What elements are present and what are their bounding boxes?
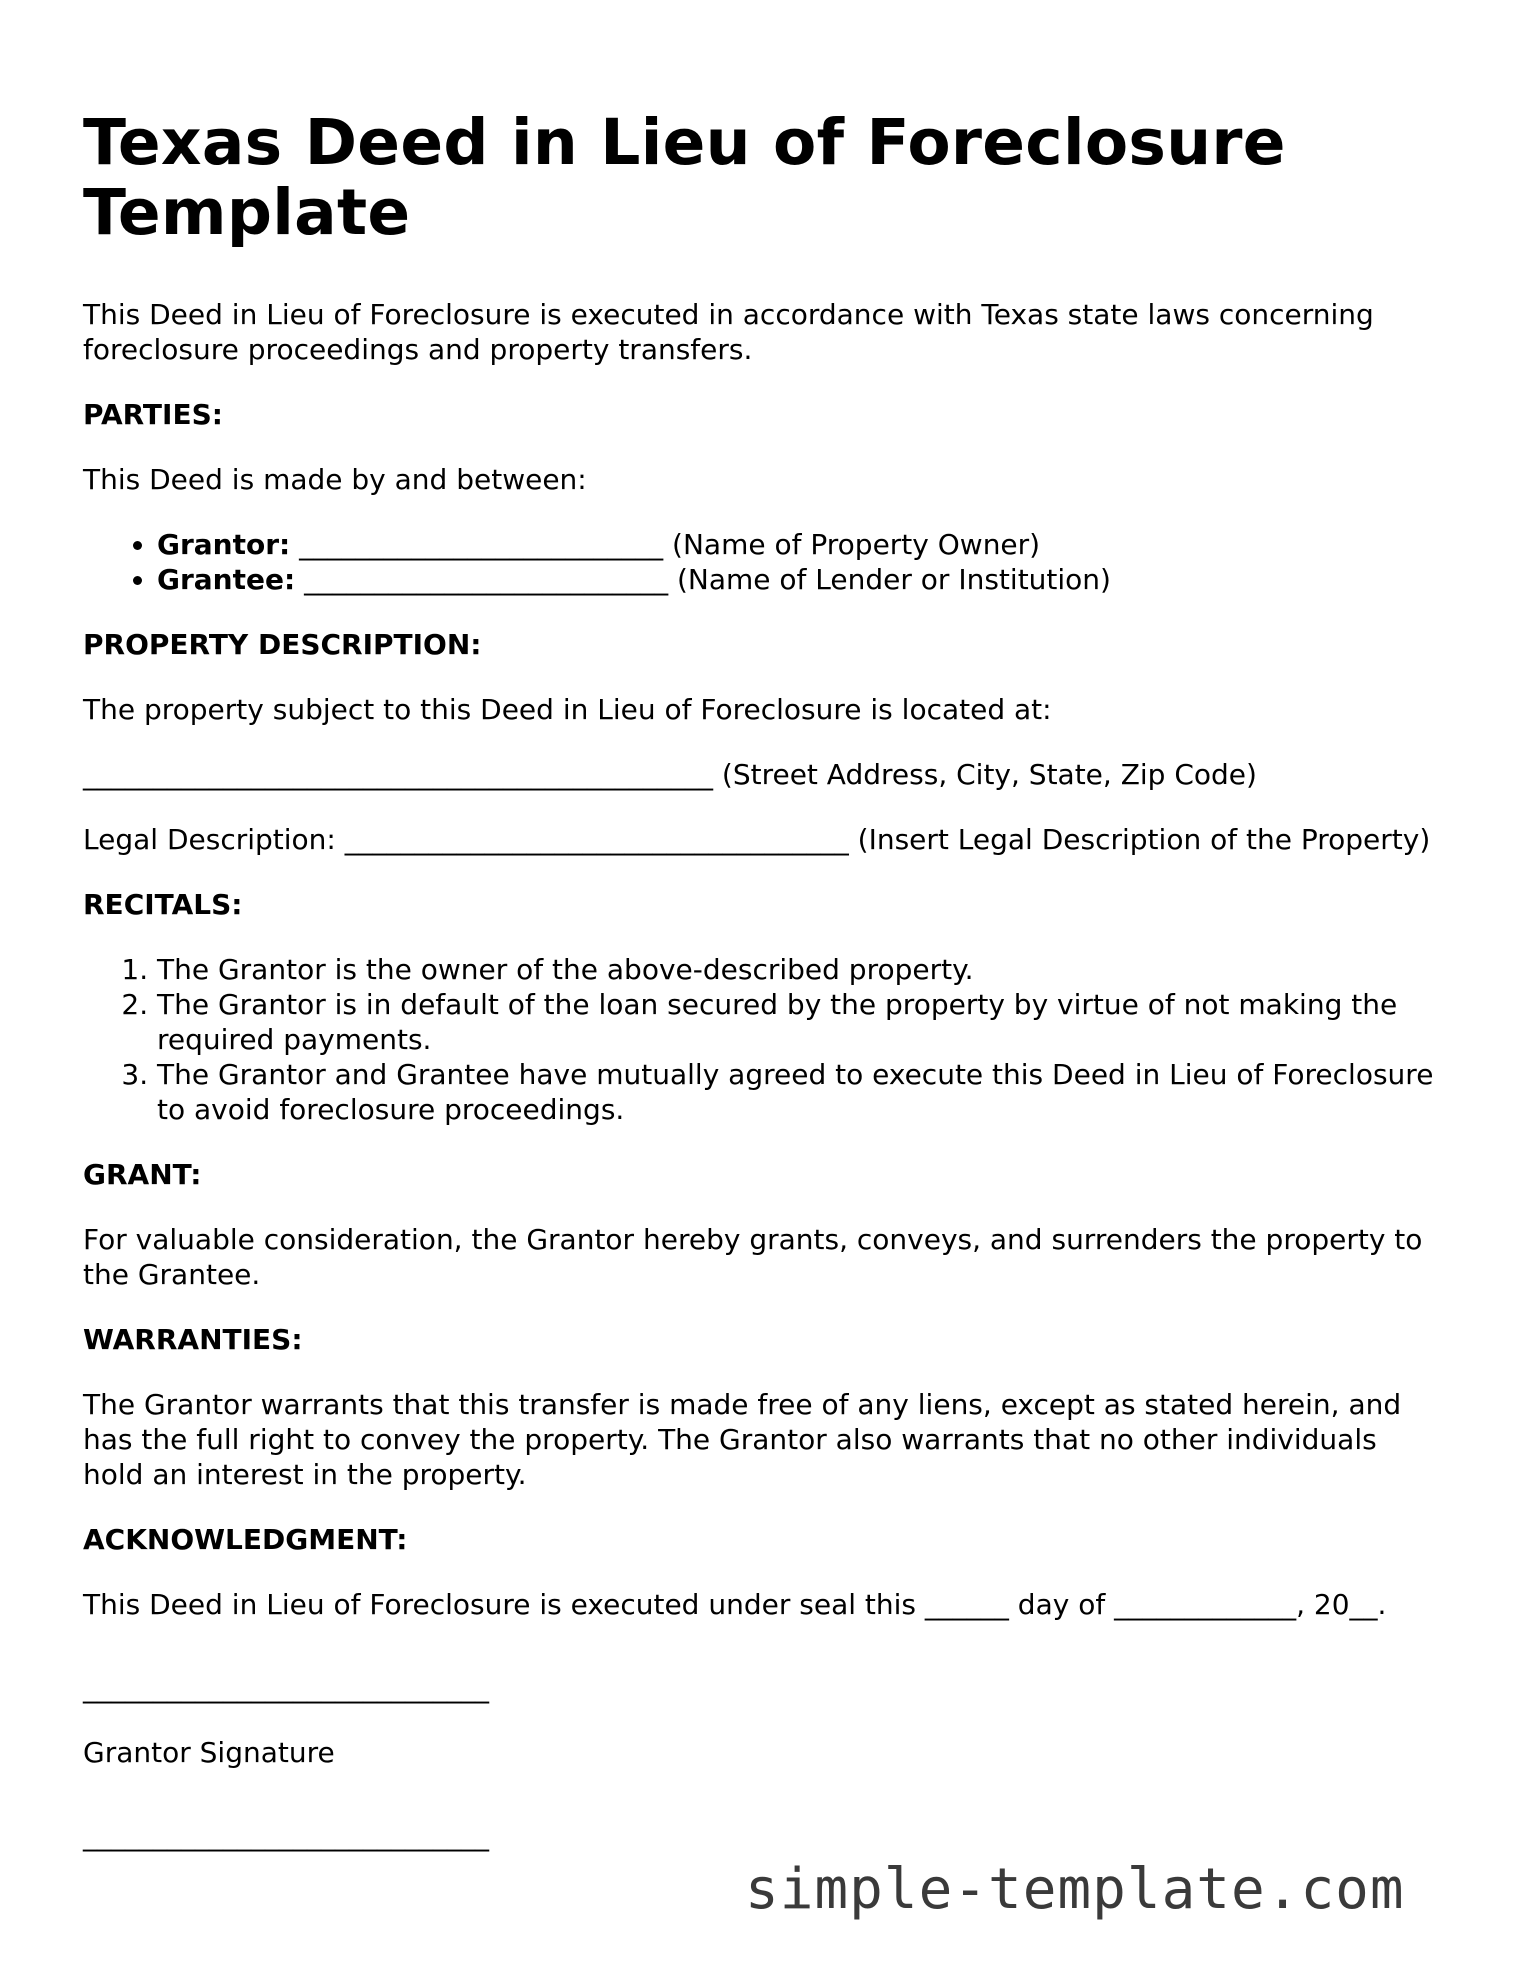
warranties-text: The Grantor warrants that this transfer is made free of any liens, except as stated herein, and has the full right to convey the property. The Grantor also warrants that no other individuals hold an interest in the property. xyxy=(83,1388,1402,1491)
property-address: _____________________________________________ (Street Address, City, State, Zip Code) xyxy=(83,758,1257,791)
grantor-signature-line: _____________________________ xyxy=(83,1671,489,1704)
property-legal-description: Legal Description: ____________________________________ (Insert Legal Description of the Property) xyxy=(83,823,1431,856)
grantee-signature-line: _____________________________ xyxy=(83,1819,489,1852)
recital-item: 3. The Grantor and Grantee have mutually agreed to execute this Deed in Lieu of Foreclosure to avoid foreclosure proceedings. xyxy=(157,1057,1443,1127)
grantee-text: __________________________ (Name of Lender or Institution) xyxy=(295,563,1111,596)
warranties-heading: WARRANTIES: xyxy=(83,1323,303,1356)
document-title: Texas Deed in Lieu of Foreclosure Template xyxy=(83,106,1286,249)
recital-item: 1. The Grantor is the owner of the above-described property. xyxy=(157,952,1443,987)
parties-lead: This Deed is made by and between: xyxy=(83,463,587,496)
recitals-list xyxy=(83,952,1443,1127)
parties-heading: PARTIES: xyxy=(83,398,223,431)
acknowledgment-heading: ACKNOWLEDGMENT: xyxy=(83,1523,408,1556)
grant-heading: GRANT: xyxy=(83,1158,202,1191)
grantee-label: Grantee: xyxy=(157,563,296,596)
recital-item: 2. The Grantor is in default of the loan secured by the property by virtue of not making the required payments. xyxy=(157,987,1443,1057)
recitals-heading: RECITALS: xyxy=(83,888,243,921)
property-lead: The property subject to this Deed in Lieu of Foreclosure is located at: xyxy=(83,693,1052,726)
grantor-item xyxy=(157,527,1443,562)
property-heading: PROPERTY DESCRIPTION: xyxy=(83,628,482,661)
site-watermark: simple-template.com xyxy=(745,1857,1405,1922)
intro-paragraph: This Deed in Lieu of Foreclosure is executed in accordance with Texas state laws concerning foreclosure proceedings and property transfers. xyxy=(83,298,1374,366)
grantor-label: Grantor: xyxy=(157,528,291,561)
parties-list xyxy=(83,527,1443,597)
document-page xyxy=(83,108,1443,1883)
grantor-signature-label: Grantor Signature xyxy=(83,1736,335,1769)
grant-text: For valuable consideration, the Grantor hereby grants, conveys, and surrenders the property to the Grantee. xyxy=(83,1223,1423,1291)
acknowledgment-text: This Deed in Lieu of Foreclosure is executed under seal this ______ day of _____________, 20__. xyxy=(83,1588,1387,1621)
grantee-item xyxy=(157,562,1443,597)
grantor-text: __________________________ (Name of Property Owner) xyxy=(290,528,1041,561)
